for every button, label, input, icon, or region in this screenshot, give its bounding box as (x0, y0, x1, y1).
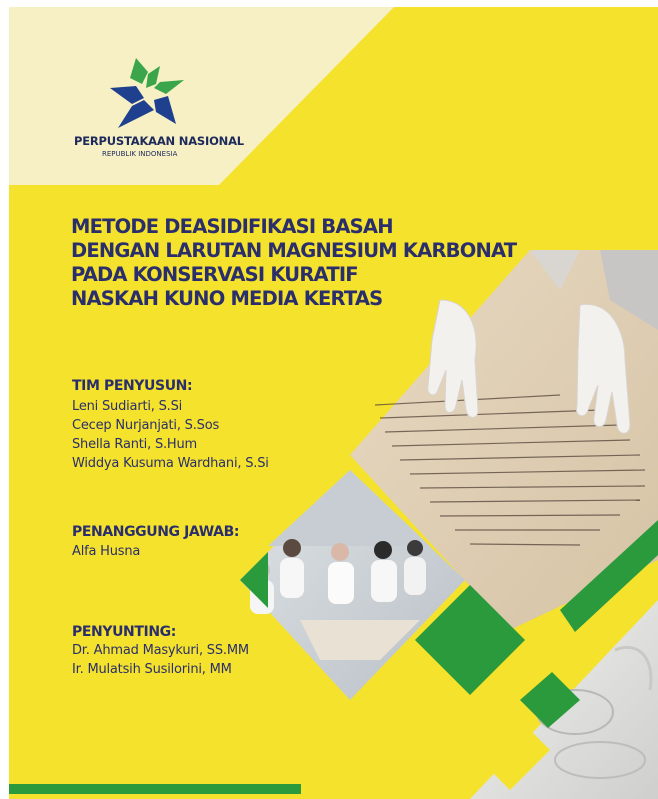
logo-name: PERPUSTAKAAN NASIONAL (74, 134, 244, 148)
responsible-heading: PENANGGUNG JAWAB: (72, 524, 240, 540)
team-member: Shella Ranti, S.Hum (72, 437, 198, 452)
team-list (72, 397, 269, 473)
editors-heading: PENYUNTING: (72, 624, 176, 640)
bottom-green-bar (9, 784, 301, 794)
team-member: Widdya Kusuma Wardhani, S.Si (72, 456, 269, 471)
editor-name: Dr. Ahmad Masykuri, SS.MM (72, 643, 249, 658)
editor-name: Ir. Mulatsih Susilorini, MM (72, 662, 232, 677)
team-member: Leni Sudiarti, S.Si (72, 399, 183, 414)
book-title (71, 215, 516, 311)
title-line: NASKAH KUNO MEDIA KERTAS (71, 287, 383, 310)
responsible-name: Alfa Husna (72, 544, 141, 559)
team-member: Cecep Nurjanjati, S.Sos (72, 418, 220, 433)
title-line: METODE DEASIDIFIKASI BASAH (71, 215, 393, 238)
team-heading: TIM PENYUSUN: (72, 378, 193, 394)
title-line: DENGAN LARUTAN MAGNESIUM KARBONAT (71, 239, 517, 262)
editors-list (72, 641, 249, 679)
responsible-list (72, 542, 140, 561)
logo-subtitle: REPUBLIK INDONESIA (102, 150, 178, 158)
title-line: PADA KONSERVASI KURATIF (71, 263, 358, 286)
